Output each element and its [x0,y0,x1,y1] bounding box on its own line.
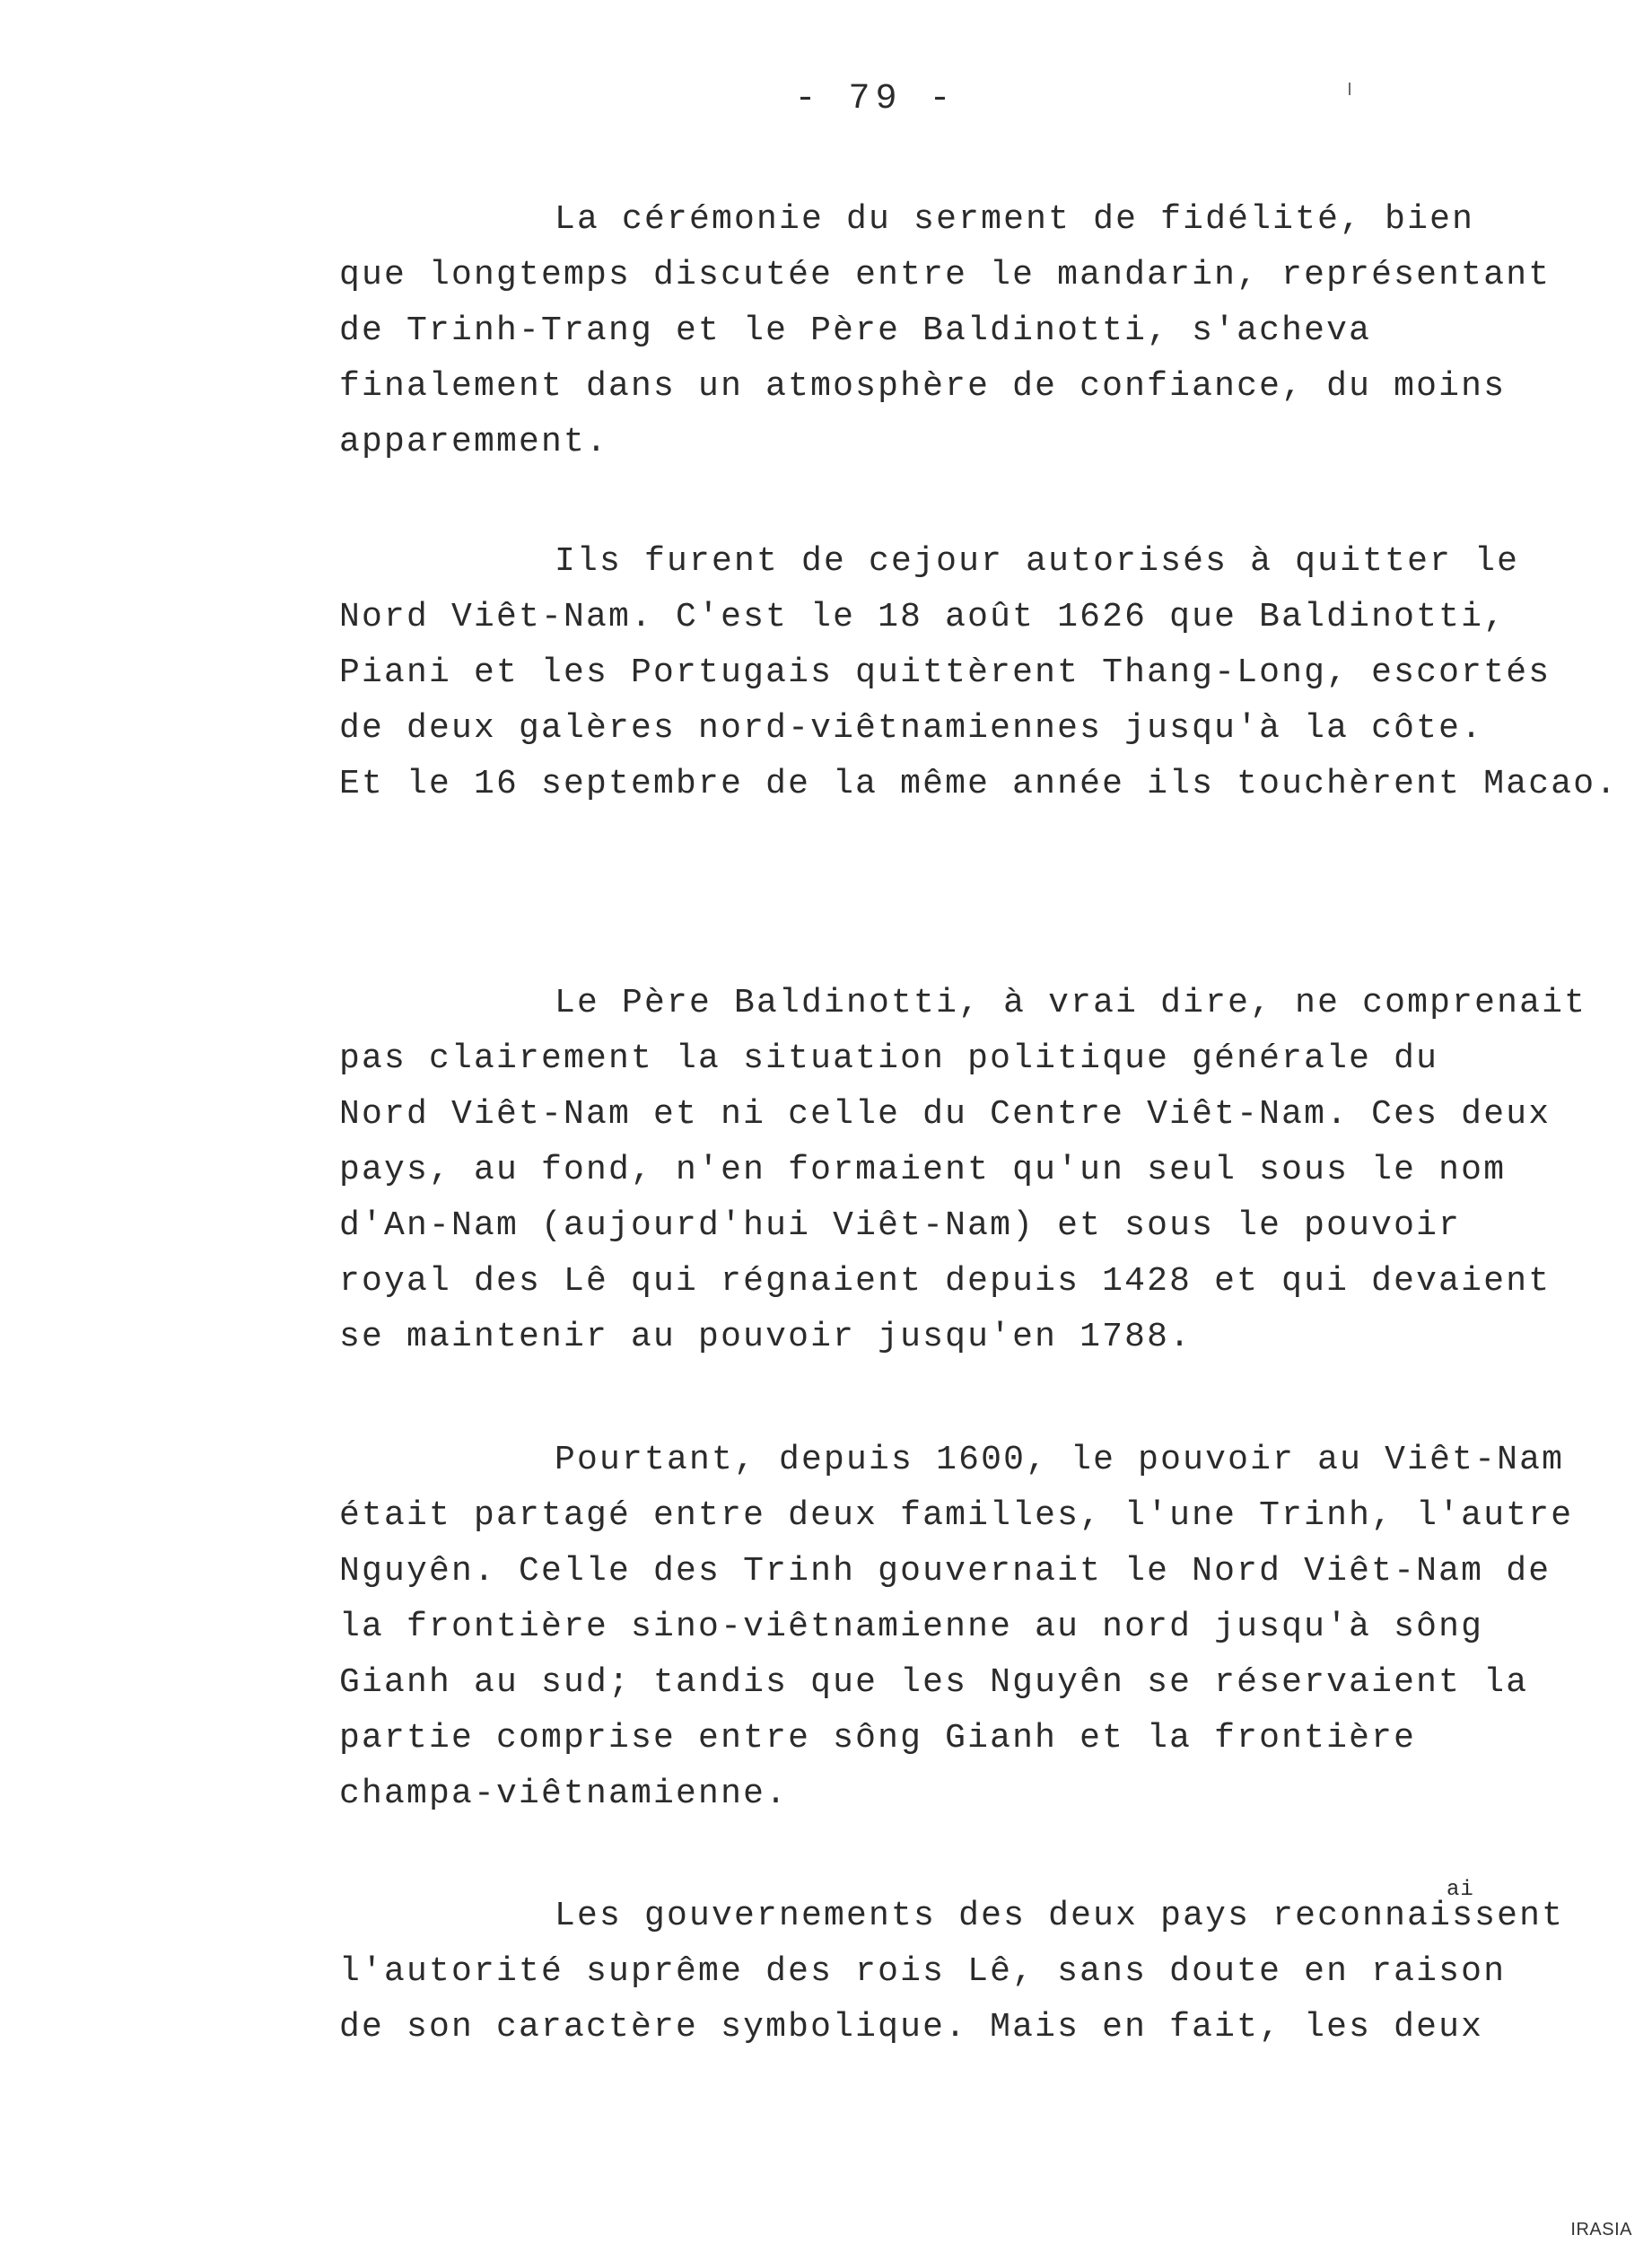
archive-watermark: IRASIA [1570,2220,1632,2240]
text-line: de son caractère symbolique. Mais en fait, les deux [339,2008,1484,2047]
text-line: pas clairement la situation politique générale du [339,1039,1439,1078]
handwritten-correction: ai [1447,1878,1474,1902]
text-line: l'autorité suprême des rois Lê, sans doute en raison [339,1952,1507,1991]
text-line: champa-viêtnamienne. [339,1775,789,1813]
text-line: Gianh au sud; tandis que les Nguyên se réservaient la [339,1663,1529,1702]
text-line: se maintenir au pouvoir jusqu'en 1788. [339,1318,1193,1356]
text-line: que longtemps discutée entre le mandarin, représentant [339,256,1551,294]
text-line: finalement dans un atmosphère de confiance, du moins [339,367,1507,406]
text-line: pays, au fond, n'en formaient qu'un seul sous le nom [339,1151,1507,1189]
text-line: de deux galères nord-viêtnamiennes jusqu'à la côte. [339,709,1484,748]
text-line: Nguyên. Celle des Trinh gouvernait le Nord Viêt-Nam de [339,1552,1551,1591]
text-line: était partagé entre deux familles, l'une Trinh, l'autre [339,1496,1574,1535]
text-line: Pourtant, depuis 1600, le pouvoir au Viêt-Nam [555,1441,1565,1479]
text-line: la frontière sino-viêtnamienne au nord jusqu'à sông [339,1608,1484,1646]
paragraph-1 [339,192,1613,470]
text-line: Le Père Baldinotti, à vrai dire, ne comprenait [555,984,1587,1022]
text-line: royal des Lê qui régnaient depuis 1428 et qui devaient [339,1262,1551,1301]
text-line: d'An-Nam (aujourd'hui Viêt-Nam) et sous le pouvoir [339,1206,1462,1245]
text-line: Nord Viêt-Nam. C'est le 18 août 1626 que Baldinotti, [339,598,1507,636]
page-number: - 79 - [794,79,957,119]
text-line: partie comprise entre sông Gianh et la frontière [339,1719,1417,1758]
text-line: Les gouvernements des deux pays reconnaissent [555,1897,1565,1935]
text-line: de Trinh-Trang et le Père Baldinotti, s'acheva [339,311,1372,350]
paragraph-3 [339,976,1613,1365]
text-line: Piani et les Portugais quittèrent Thang-Long, escortés [339,653,1551,692]
text-line: Nord Viêt-Nam et ni celle du Centre Viêt-Nam. Ces deux [339,1095,1551,1134]
text-line: Et le 16 septembre de la même année ils touchèrent Macao. [339,765,1619,803]
paragraph-5 [339,1889,1613,2056]
text-line: Ils furent de cejour autorisés à quitter le [555,542,1520,581]
text-line: apparemment. [339,423,609,461]
paragraph-4 [339,1433,1613,1822]
paragraph-2 [339,534,1619,812]
text-line: La cérémonie du serment de fidélité, bien [555,200,1475,239]
